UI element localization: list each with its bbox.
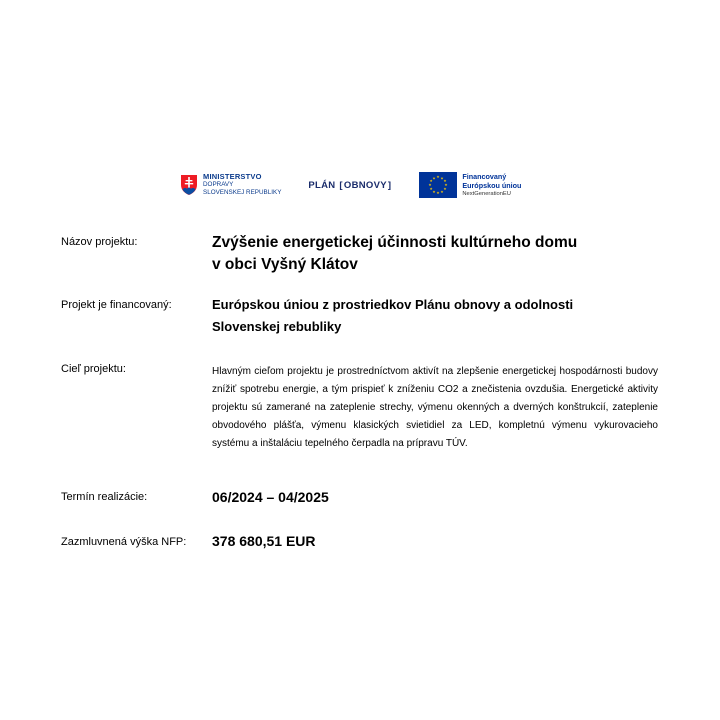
ministry-logo bbox=[180, 173, 281, 197]
eu-star-icon: ★ bbox=[432, 176, 436, 181]
bracket-right-icon: ] bbox=[387, 179, 392, 191]
ministry-line2: DOPRAVY bbox=[203, 181, 234, 188]
eu-flag-icon bbox=[419, 172, 457, 198]
project-name-line2: v obci Vyšný Klátov bbox=[212, 256, 358, 273]
eu-star-icon: ★ bbox=[436, 191, 440, 196]
financed-label: Projekt je financovaný: bbox=[61, 299, 172, 311]
term-value: 06/2024 – 04/2025 bbox=[212, 489, 329, 505]
eu-star-icon: ★ bbox=[436, 175, 440, 180]
amount-value: 378 680,51 EUR bbox=[212, 533, 316, 549]
goal-value: Hlavným cieľom projektu je prostredníctvom aktivít na zlepšenie energetickej hospodárnosti budovy znížiť spotrebu energie, a tým prispieť k zníženiu CO2 a znečistenia ovzdušia. Energetické aktivity projektu sú zamerané na zateplenie strechy, výmenu okenných a dverných konštrukcií, zateplenie obvodového plášťa, výmenu klasických svietidiel za LED, kompletnú výmenu vykurovacieho systému a inštaláciu tepelného čerpadla na prípravu TÚV. bbox=[212, 366, 658, 449]
eu-star-icon: ★ bbox=[432, 190, 436, 195]
amount-label: Zazmluvnená výška NFP: bbox=[61, 536, 187, 548]
eu-star-icon: ★ bbox=[428, 183, 432, 188]
eu-line3: NextGenerationEU bbox=[462, 191, 511, 197]
logo-bar bbox=[180, 168, 521, 202]
eu-star-icon: ★ bbox=[429, 179, 434, 184]
eu-logo bbox=[419, 172, 521, 198]
project-name-line1: Zvýšenie energetickej účinnosti kultúrneho domu bbox=[212, 234, 578, 251]
financed-line1: Európskou úniou z prostriedkov Plánu obnovy a odolnosti bbox=[212, 297, 574, 312]
financed-value bbox=[212, 294, 658, 338]
eu-star-icon: ★ bbox=[444, 183, 448, 188]
eu-line2: Európskou úniou bbox=[462, 181, 522, 190]
goal-label: Cieľ projektu: bbox=[61, 363, 126, 375]
eu-star-icon: ★ bbox=[429, 187, 434, 192]
financed-line2: Slovenskej rebubliky bbox=[212, 319, 342, 334]
term-label: Termín realizácie: bbox=[61, 491, 148, 503]
eu-star-icon: ★ bbox=[440, 190, 444, 195]
plan-obnovy-logo bbox=[308, 180, 392, 191]
eu-line1: Financovaný bbox=[462, 172, 507, 181]
ministry-line1: MINISTERSTVO bbox=[203, 172, 262, 181]
eu-star-icon: ★ bbox=[443, 179, 447, 184]
ministry-line3: SLOVENSKEJ REPUBLIKY bbox=[203, 189, 282, 196]
plan-word: PLÁN bbox=[308, 179, 336, 191]
project-name-value bbox=[212, 232, 658, 276]
obnovy-word: OBNOVY bbox=[343, 179, 387, 191]
bracket-left-icon: [ bbox=[336, 179, 343, 191]
eu-star-icon: ★ bbox=[443, 187, 447, 192]
slovak-coat-of-arms-icon bbox=[180, 174, 198, 196]
eu-star-icon: ★ bbox=[440, 176, 444, 181]
project-name-label: Názov projektu: bbox=[61, 236, 138, 248]
